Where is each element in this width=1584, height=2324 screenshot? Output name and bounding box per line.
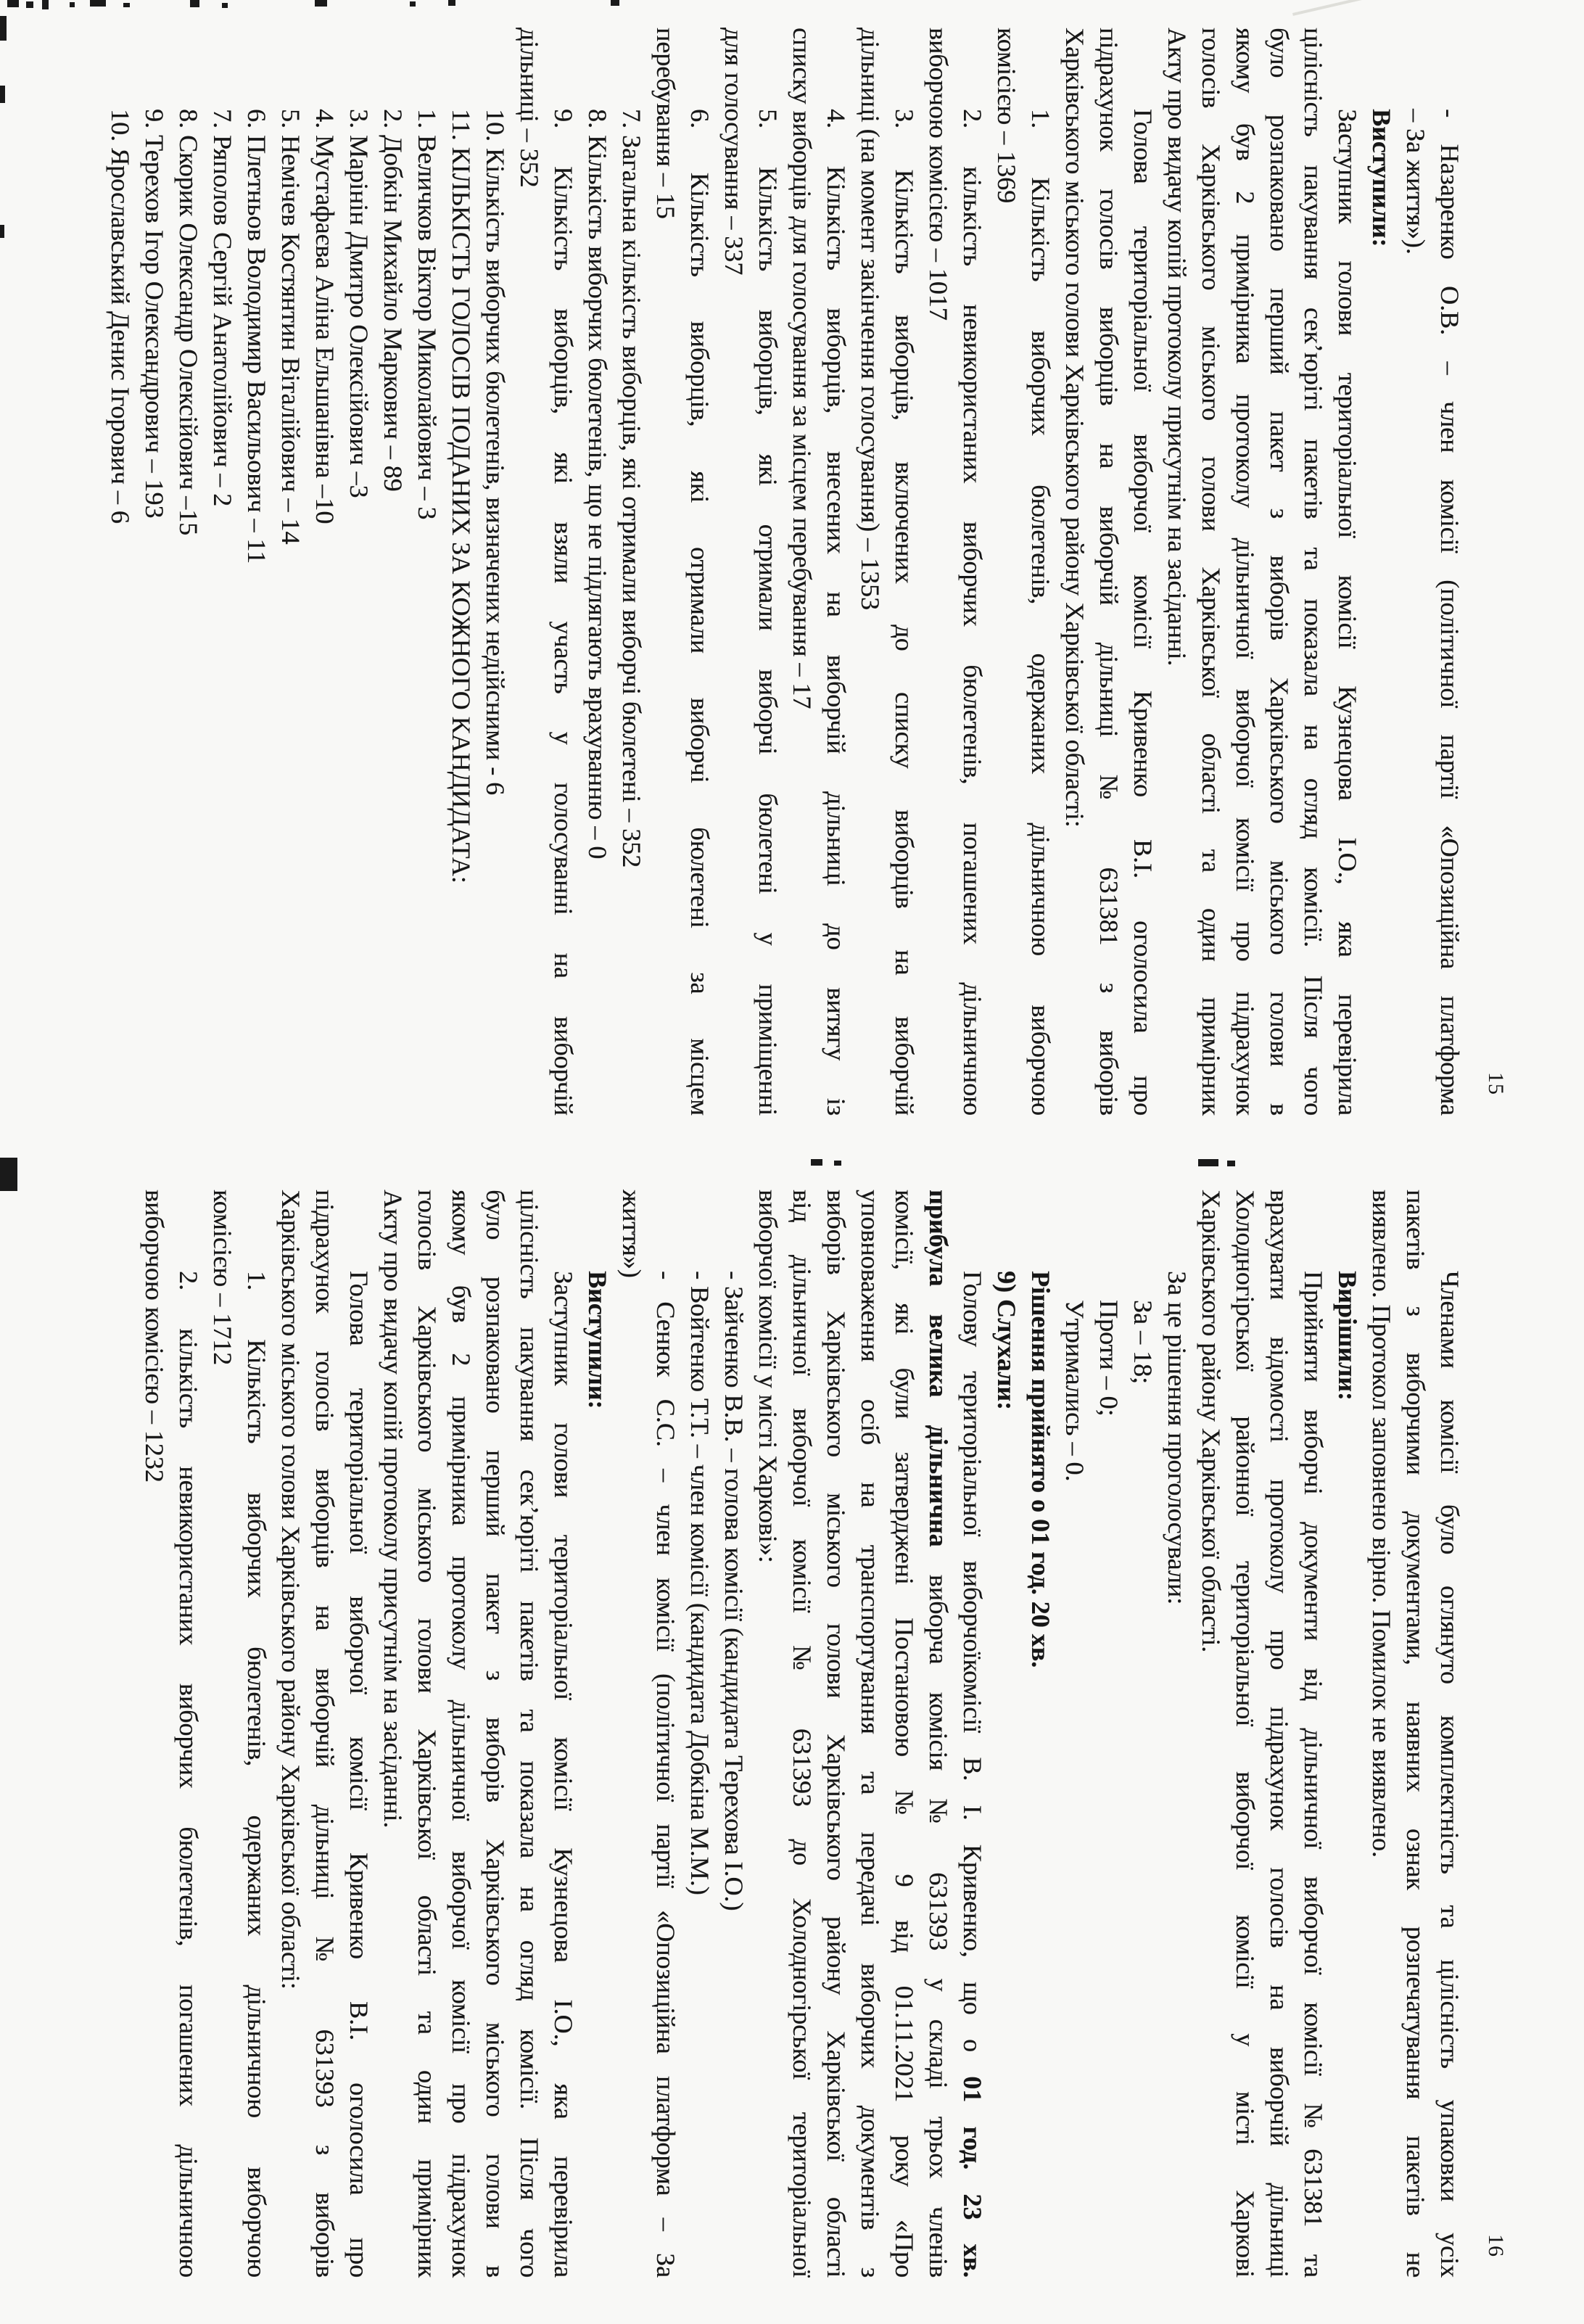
text-line: виявлено. Протокол заповнено вірно. Помилок не виявлено. — [1367, 1190, 1396, 1858]
text-line: для голосування – 337 — [719, 28, 748, 276]
text-line: - Назаренко О.В. – член комісії (політичної партії «Опозиційна платформа — [1435, 109, 1464, 1116]
text-line: підрахунок голосів виборців на виборчій дільниці № 631381 з виборів — [1094, 28, 1123, 1116]
text-line: Виступили: — [1367, 109, 1396, 247]
text-line: виборчою комісією – 1017 — [924, 28, 953, 321]
scan-artifact — [611, 0, 619, 6]
text-line: цілісність пакування сек’юріті пакетів та показала на огляд комісії. Після чого — [515, 1190, 544, 2278]
text-line: 7. Загальна кількість виборців, які отримали виборчі бюлетені – 352 — [617, 109, 646, 868]
text-line: Харківського міського голови Харківського району Харківської області: — [1060, 28, 1089, 828]
scan-artifact — [410, 1, 416, 7]
text-line: Акту про видачу копій протоколу присутнім на засіданні. — [1163, 28, 1192, 667]
text-line: якому був 2 примірника протоколу дільничної виборчої комісії про підрахунок — [447, 1190, 476, 2278]
text-line: 4. Кількість виборців, внесених на виборчій дільниці до витягу із — [822, 109, 851, 1116]
text-line: дільниці – 352 — [515, 28, 544, 188]
text-line: 1. Величков Віктор Миколайович – 3 — [413, 109, 442, 520]
text-line: 2. кількість невикористаних виборчих бюлетенів, погашених дільничною — [958, 109, 987, 1116]
scan-artifact — [0, 86, 5, 103]
text-line: Рішення прийнято о 01 год. 20 хв. — [1026, 1271, 1055, 1668]
text-line: 2. Добкін Михайло Маркович – 89 — [379, 109, 408, 492]
text-line: голосів Харківського міського голови Харківської області та один примірник — [413, 1190, 442, 2278]
text-line: 6. Кількість виборців, які отримали виборчі бюлетені за місцем — [685, 109, 714, 1116]
text-line: дільниці (на момент закінчення голосування) – 1353 — [856, 28, 885, 611]
text-line: Харківського району Харківської області. — [1197, 1190, 1226, 1653]
text-line: Членами комісії було оглянуто комплектність та цілісність упаковки усіх — [1435, 1271, 1464, 2278]
text-line: Утримались – 0. — [1060, 1300, 1089, 1482]
scan-artifact — [1227, 1161, 1235, 1166]
text-line: 7. Ряполов Сергій Анатолійович – 2 — [208, 109, 237, 507]
scan-artifact — [7, 0, 19, 7]
text-line: 3. Марінін Дмитро Олексійович –3 — [345, 109, 374, 498]
text-line: виборчою комісією – 1232 — [140, 1190, 169, 1483]
text-line: було розпаковано перший пакет з виборів Харківського міського голови в — [481, 1190, 510, 2278]
scan-artifact — [315, 0, 327, 7]
scan-artifact — [811, 1159, 822, 1166]
text-line: 5. Кількість виборців, які отримали виборчі бюлетені у приміщенні — [754, 109, 783, 1116]
page-number: 16 — [1484, 2234, 1508, 2257]
text-line: виборчої комісії у місті Харкові»: — [754, 1190, 783, 1563]
text-line: 1. Кількість виборчих бюлетенів, одержаних дільничною виборчою — [1026, 109, 1055, 1116]
text-line: 5. Немічев Костянтин Віталійович – 14 — [276, 109, 305, 545]
text-line: Холодногірської районної територіальної виборчої комісії у місті Харкові — [1231, 1190, 1260, 2278]
scan-artifact — [123, 3, 130, 7]
text-run: Голову територіальної виборчоїкомісії В. І. Кривенко, що о — [958, 1271, 987, 2077]
text-line: виборів Харківського міського голови Харківського району Харківської області — [822, 1190, 851, 2278]
text-line: списку виборців для голосування за місцем перебування – 17 — [788, 28, 817, 709]
scan-artifact — [190, 0, 199, 7]
text-line: 10. Ярославський Денис Ігорович – 6 — [106, 109, 135, 524]
text-line: 1. Кількість виборчих бюлетенів, одержаних дільничною виборчою — [242, 1271, 271, 2278]
text-line: перебування – 15 — [651, 28, 680, 219]
scan-artifact — [222, 3, 228, 8]
scan-artifact — [448, 0, 455, 6]
text-line: - Зайченко В.В. – голова комісії (кандидата Терехова І.О.) — [719, 1271, 748, 1911]
page-text — [137, 1162, 1482, 2324]
text-line: комісії, які були затверджені Постановою № 9 від 01.11.2021 року «Про — [890, 1190, 919, 2278]
text-line: підрахунок голосів виборців на виборчій дільниці № 631393 з виборів — [310, 1190, 339, 2278]
text-line: За – 18; — [1129, 1300, 1158, 1385]
text-line: Голова територіальної виборчої комісії Кривенко В.І. оголосила про — [1129, 109, 1158, 1116]
text-run: прибула велика дільнична — [924, 1190, 953, 1575]
text-line: пакетів з виборчими документами, наявних ознак розпечатування пакетів не — [1401, 1190, 1430, 2278]
page-text — [103, 0, 1482, 1162]
text-line: комісією – 1369 — [992, 28, 1021, 204]
text-line: - Войтенко Т.Т. – член комісії (кандидата Добкіна М.М.) — [685, 1271, 714, 1895]
text-line — [955, 1190, 989, 2278]
text-line: Акту про видачу копій протоколу присутнім на засіданні. — [379, 1190, 408, 1829]
text-line: 11. КІЛЬКІСТЬ ГОЛОСІВ ПОДАНИХ ЗА КОЖНОГО КАНДИДАТА: — [447, 109, 476, 883]
text-line: цілісність пакування сек’юріті пакетів та показала на огляд комісії. Після чого — [1299, 28, 1328, 1116]
text-line: врахувати відомості протоколу про підрахунок голосів на виборчій дільниці — [1265, 1190, 1294, 2278]
text-line: комісією – 1712 — [208, 1190, 237, 1366]
page-16 — [0, 1162, 1584, 2324]
text-line: Заступник голови територіальної комісії Кузнецова І.О., яка перевірила — [1333, 109, 1362, 1116]
text-line: було розпаковано перший пакет з виборів Харківського міського голови в — [1265, 28, 1294, 1116]
text-line: 8. Кількість виборчих бюлетенів, що не підлягають врахуванню – 0 — [583, 109, 612, 860]
text-line: 4. Мустафаєва Аліна Ельшанівна –10 — [310, 109, 339, 524]
text-line: За це рішення проголосували: — [1163, 1271, 1192, 1605]
text-run: виборча комісія № 631393 у складі трьох членів — [924, 1574, 953, 2278]
text-line: Прийняти виборчі документи від дільничної виборчої комісії №631381 та — [1299, 1271, 1328, 2278]
scan-artifact — [42, 0, 49, 9]
scan-artifact — [70, 2, 75, 7]
text-line: якому був 2 примірника протоколу дільничної виборчої комісії про підрахунок — [1231, 28, 1260, 1116]
text-line: 8. Скорик Олександр Олексійович –15 — [174, 109, 203, 536]
text-line: 9. Кількість виборців, які взяли участь у голосуванні на виборчій — [549, 109, 578, 1116]
text-line: від дільничної виборчої комісії № 631393 до Холодногірської територіальної — [788, 1190, 817, 2278]
text-line: Заступник голови територіальної комісії Кузнецова І.О., яка перевірила — [549, 1271, 578, 2278]
text-line — [921, 1190, 955, 2278]
text-run: 01 год. 23 хв. — [958, 2076, 987, 2278]
text-line: 6. Плетньов Володимир Васильович – 11 — [242, 109, 271, 564]
text-line: Вирішили: — [1333, 1271, 1362, 1401]
scan-artifact — [90, 0, 106, 7]
scan-artifact — [0, 16, 7, 41]
text-line: 9) Слухали: — [992, 1271, 1021, 1410]
text-line: голосів Харківського міського голови Харківської області та один примірник — [1197, 28, 1226, 1116]
text-line: Проти – 0; — [1094, 1300, 1123, 1417]
text-line: - Сенюк С.С. – член комісії (політичної партії «Опозиційна платформа – За — [651, 1271, 680, 2278]
text-line: 9. Терехов Ігор Олександрович – 193 — [140, 109, 169, 519]
text-line: життя») — [617, 1190, 646, 1278]
text-line: 10. Кількість виборчих бюлетенів, визначених недійсними - 6 — [481, 109, 510, 796]
text-line: Харківського міського голови Харківського району Харківської області: — [276, 1190, 305, 1990]
scan-artifact — [834, 1161, 841, 1166]
scan-artifact — [0, 225, 4, 238]
text-line: Виступили: — [583, 1271, 612, 1409]
text-line: – За життя»). — [1401, 109, 1430, 255]
scan-artifact — [1198, 1159, 1218, 1166]
text-line: уповноваження осіб на транспортування та передачі виборчих документів з — [856, 1190, 885, 2278]
text-line: 3. Кількість виборців, включених до списку виборців на виборчій — [890, 109, 919, 1116]
text-line: Голова територіальної виборчої комісії Кривенко В.І. оголосила про — [345, 1271, 374, 2278]
scan-artifact — [0, 1158, 17, 1191]
text-line: 2. кількість невикористаних виборчих бюлетенів, погашених дільничною — [174, 1271, 203, 2278]
scan-artifact — [26, 1, 33, 8]
page-number: 15 — [1484, 1072, 1508, 1095]
